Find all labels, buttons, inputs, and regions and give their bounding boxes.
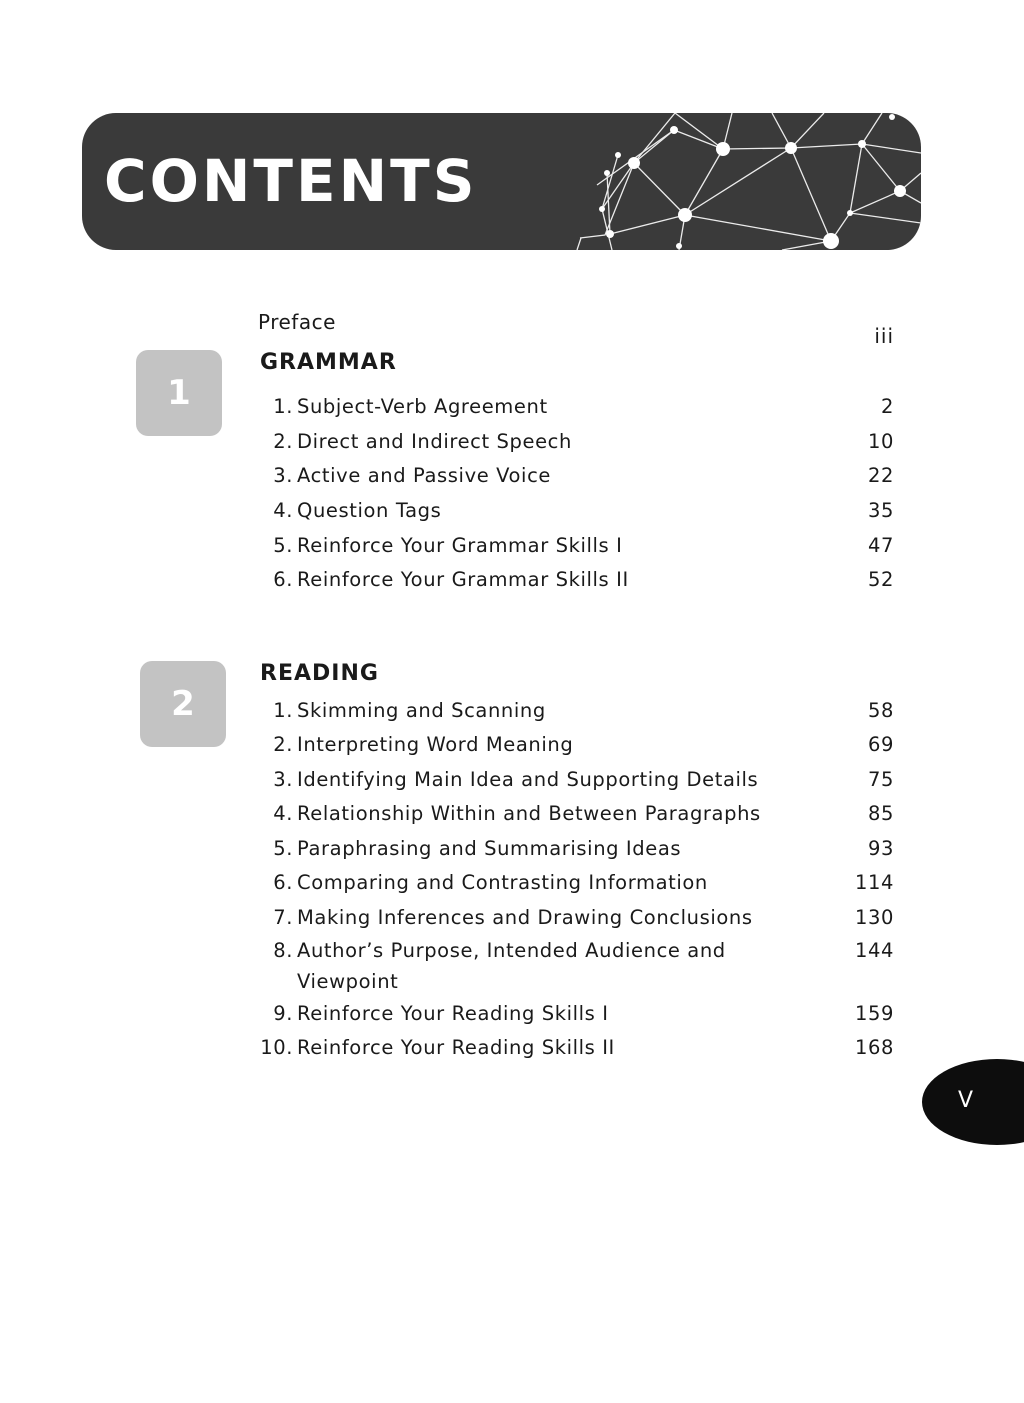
toc-entry-title: Paraphrasing and Summarising Ideas <box>297 837 682 860</box>
toc-entry-number: 7. <box>273 906 293 929</box>
toc-entry-title: Question Tags <box>297 499 442 522</box>
toc-entry-page: 22 <box>867 464 894 487</box>
page-number: V <box>958 1088 974 1113</box>
toc-entry-page: 168 <box>854 1036 894 1059</box>
toc-entry-number: 3. <box>273 768 293 791</box>
toc-entry-title: Relationship Within and Between Paragraphs <box>297 802 761 825</box>
toc-entry-number: 6. <box>273 871 293 894</box>
toc-entry-number: 2. <box>273 430 293 453</box>
toc-entry-number: 5. <box>273 837 293 860</box>
toc-entry-title: Subject-Verb Agreement <box>297 395 548 418</box>
toc-entry-title: Interpreting Word Meaning <box>297 733 574 756</box>
toc-entry-title: Reinforce Your Reading Skills I <box>297 1002 609 1025</box>
toc-entry-page: 47 <box>867 534 894 557</box>
toc-entry-page: 75 <box>867 768 894 791</box>
toc-entry-page: 35 <box>867 499 894 522</box>
toc-entry-title: Author’s Purpose, Intended Audience and Viewpoint <box>297 939 726 993</box>
toc-entry-page: 144 <box>854 939 894 962</box>
section-heading-reading: READING <box>260 661 379 686</box>
toc-entry-number: 4. <box>273 499 293 522</box>
toc-entry-title: Comparing and Contrasting Information <box>297 871 708 894</box>
toc-entry-title: Reinforce Your Grammar Skills I <box>297 534 623 557</box>
toc-entry-title: Skimming and Scanning <box>297 699 546 722</box>
contents-banner <box>82 113 921 250</box>
page-title: CONTENTS <box>104 147 478 215</box>
toc-entry-page: 93 <box>867 837 894 860</box>
toc-entry-page: 58 <box>867 699 894 722</box>
preface-page-number: iii <box>874 324 894 348</box>
toc-entry-page: 159 <box>854 1002 894 1025</box>
unit-badge-2: 2 <box>140 661 226 747</box>
toc-entry-title: Making Inferences and Drawing Conclusions <box>297 906 753 929</box>
toc-entry-number: 3. <box>273 464 293 487</box>
toc-entry-page: 10 <box>867 430 894 453</box>
toc-entry-title: Identifying Main Idea and Supporting Details <box>297 768 759 791</box>
toc-entry-page: 85 <box>867 802 894 825</box>
toc-entry-title: Reinforce Your Grammar Skills II <box>297 568 629 591</box>
toc-entry-number: 6. <box>273 568 293 591</box>
toc-entry-number: 1. <box>273 395 293 418</box>
toc-entry-page: 130 <box>854 906 894 929</box>
toc-entry-page: 2 <box>880 395 894 418</box>
toc-entry-page: 69 <box>867 733 894 756</box>
toc-entry-title: Active and Passive Voice <box>297 464 551 487</box>
toc-entry-page: 52 <box>867 568 894 591</box>
toc-entry-title: Reinforce Your Reading Skills II <box>297 1036 615 1059</box>
toc-entry-number: 5. <box>273 534 293 557</box>
preface-label: Preface <box>258 310 336 334</box>
section-heading-grammar: GRAMMAR <box>260 350 397 375</box>
toc-entry-page: 114 <box>854 871 894 894</box>
toc-entry-number: 8. <box>273 939 293 962</box>
toc-entry-number: 1. <box>273 699 293 722</box>
unit-badge-1: 1 <box>136 350 222 436</box>
toc-entry-title: Direct and Indirect Speech <box>297 430 572 453</box>
toc-entry-number: 2. <box>273 733 293 756</box>
toc-entry-number: 9. <box>273 1002 293 1025</box>
toc-entry-number: 10. <box>260 1036 293 1059</box>
toc-entry-number: 4. <box>273 802 293 825</box>
